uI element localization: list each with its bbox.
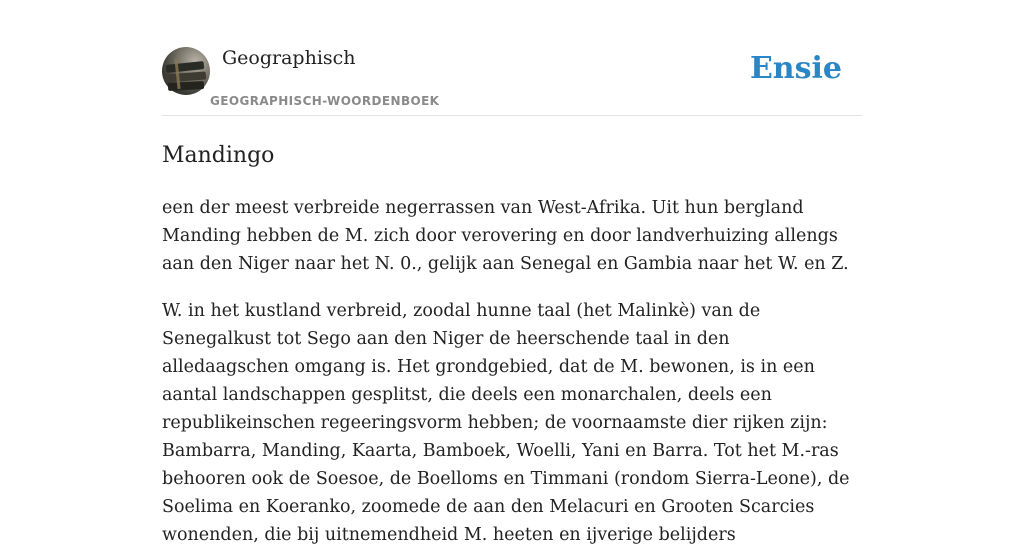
dictionary-title[interactable]: Geographisch [222, 47, 356, 69]
entry-title: Mandingo [162, 143, 275, 168]
dictionary-header [162, 0, 862, 116]
content-container [162, 0, 862, 549]
dictionary-subtitle[interactable]: GEOGRAPHISCH-WOORDENBOEK [210, 94, 440, 108]
dictionary-avatar[interactable] [162, 47, 210, 95]
entry-paragraph: een der meest verbreide negerrassen van West-Afrika. Uit hun bergland Manding hebben de M. zich door verovering en door landverhuizing allengs aan den Niger naar het N. 0., gelijk aan Senegal en Gambia naar het W. en Z. [162, 198, 849, 274]
book-spine-shape [168, 81, 204, 91]
ensie-logo[interactable]: Ensie [749, 51, 842, 86]
entry-paragraph: W. in het kustland verbreid, zoodal hunne taal (het Malinkè) van de Senegalkust tot Sego aan den Niger de heerschende taal in den alledaagschen omgang is. Het grondgebied, dat de M. bewonen, is in een aantal landschappen gesplitst, die deels een monarchalen, deels een republikeinschen regeeringsvorm hebben; de voornaamste dier rijken zijn: Bambarra, Manding, Kaarta, Bamboek, Woelli, Yani en Barra. Tot het M.-ras behooren ook de Soesoe, de Boelloms en Timmani (rondom Sierra-Leone), de Soelima en Koeranko, zoomede de aan den Melacuri en Grooten Scarcies wonenden, die bij uitnemendheid M. heeten en ijverige belijders [162, 301, 850, 545]
